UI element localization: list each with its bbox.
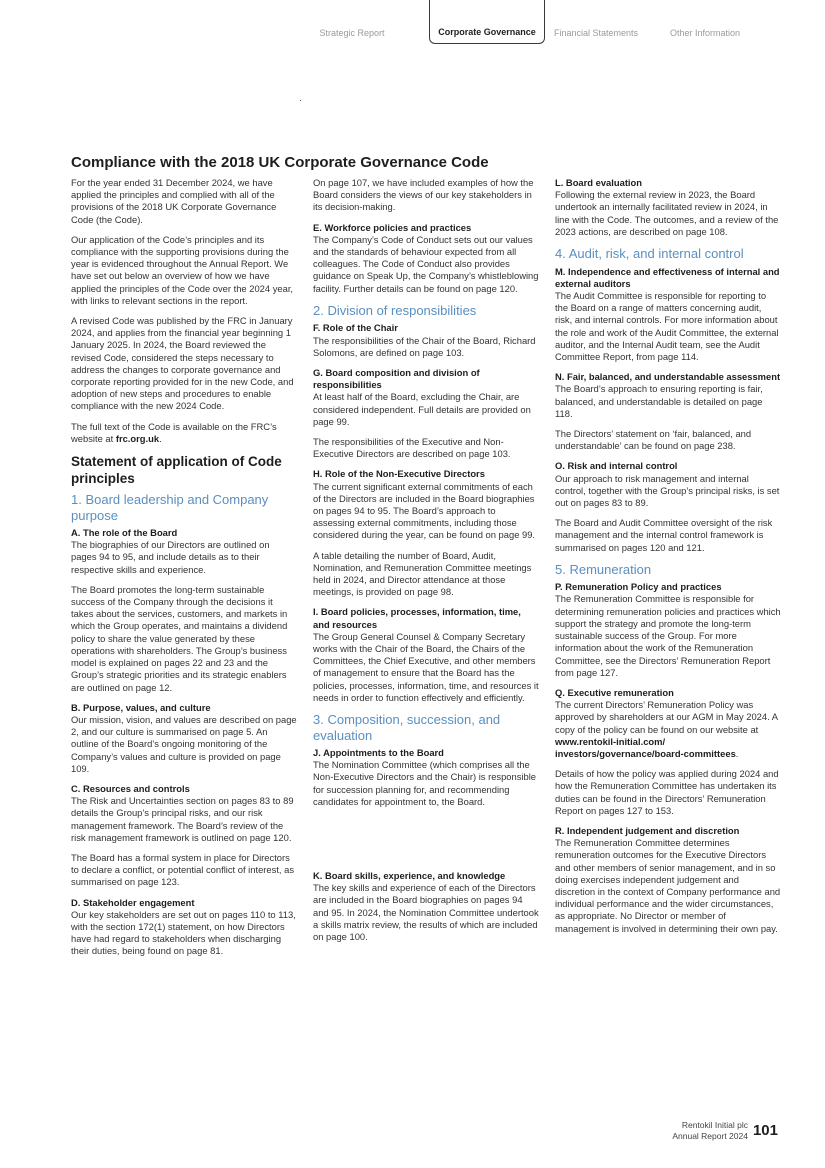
footer-company: Rentokil Initial plc xyxy=(681,1120,748,1130)
tab-corporate-governance[interactable]: Corporate Governance xyxy=(429,0,545,44)
section-heading-2: 2. Division of responsibilities xyxy=(313,302,477,318)
footer-text xyxy=(672,1120,748,1142)
paragraph-f1: The responsibilities of the Chair of the Board, Richard Solomons, are defined on page 103. xyxy=(313,334,536,358)
paragraph-g1: At least half of the Board, excluding the Chair, are considered independent. Full details are provided on page 99. xyxy=(313,391,531,427)
paragraph-b1: Our mission, vision, and values are described on page 2, and our culture is summarised on page 5. An outline of the Board’s ongoing monitoring of the Company’s values and culture is provided on page 109. xyxy=(71,713,297,774)
paragraph-a2: The Board promotes the long-term sustainable success of the Company through the decisions it takes about the services, customers, and markets in which the Group operates, and maintains a dividend policy to share the value generated by these operations with shareholders. The Group’s business model is explained on pages 22 and 23 and the Group’s strategic priorities and its strategic enablers are outlined on page 12. xyxy=(71,583,288,693)
subheading-i: I. Board policies, processes, information, time, and resources xyxy=(313,606,521,630)
column-gap xyxy=(313,816,539,870)
column-3 xyxy=(555,177,781,943)
paragraph-c2: The Board has a formal system in place for Directors to declare a conflict, or potential conflict of interest, as summarised on page 123. xyxy=(71,851,295,888)
paragraph-h1: The current significant external commitments of each of the Directors are included in the Board biographies on pages 94 to 95. The Board’s approach to assessing external commitments, including those considered during the year, can be found on page 99. xyxy=(313,480,536,541)
paragraph-q2: Details of how the policy was applied during 2024 and how the Remuneration Committee has undertaken its duties can be found in the Directors’ Remuneration Report on pages 127 to 153. xyxy=(555,768,779,816)
paragraph-p1: The Remuneration Committee is responsible for determining remuneration policies and practices which support the strategy and promote the long-term sustainable success of the Group. For more information about the work of the Remuneration Committee, see the Directors’ Remuneration Report from page 127. xyxy=(555,593,781,678)
paragraph-m1: The Audit Committee is responsible for reporting to the Board on a range of matters concerning audit, risk, and internal controls. For more information about the role and work of the Audit Committee, the external auditor, and the Internal Audit team, see the Audit Committee Report, from page 114. xyxy=(555,289,779,362)
paragraph-c1: The Risk and Uncertainties section on pages 83 to 89 details the Group’s principal risks, and our risk management framework. The Board’s review of the risk management framework is outlined on page 120. xyxy=(71,795,294,843)
subheading-d: D. Stakeholder engagement xyxy=(71,896,195,908)
paragraph-o1: Our approach to risk management and internal control, together with the Group’s principal risks, is set out on pages 83 to 89. xyxy=(555,472,780,508)
paragraph-g2: The responsibilities of the Executive and Non-Executive Directors are described on page 103. xyxy=(313,435,511,460)
subheading-m: M. Independence and effectiveness of internal and external auditors xyxy=(555,265,780,289)
paragraph-j1: The Nomination Committee (which comprises all the Non-Executive Directors and the Chair) is responsible for succession planning for, and recommending candidates for appointment to, the Board. xyxy=(313,759,537,807)
section-heading-4: 4. Audit, risk, and internal control xyxy=(555,246,744,262)
paragraph-e1: The Company’s Code of Conduct sets out our values and the standards of behaviour expected from all colleagues. The Code of Conduct also provides guidance on Speak Up, the Company’s whistleblowing facility. Further details can be found on page 120. xyxy=(313,233,539,294)
subheading-j: J. Appointments to the Board xyxy=(313,747,444,759)
paragraph-i1: The Group General Counsel & Company Secretary works with the Chair of the Board, the Chairs of the Committees, the Chief Executive, and other members of management to ensure that the Board has the policies, processes, information, time, and resources it needs in order to function effectively and efficiently. xyxy=(313,630,539,703)
code-text-suffix: . xyxy=(159,432,162,444)
code-text-prefix: The full text of the Code is available on the FRC’s website at xyxy=(71,420,277,444)
frc-link[interactable]: frc.org.uk xyxy=(115,432,160,444)
column-1 xyxy=(71,177,297,966)
subheading-c: C. Resources and controls xyxy=(71,782,190,794)
statement-heading: Statement of application of Code principles xyxy=(71,454,282,487)
subheading-h: H. Role of the Non-Executive Directors xyxy=(313,468,485,480)
tab-financial-statements[interactable]: Financial Statements xyxy=(553,28,639,38)
subheading-f: F. Role of the Chair xyxy=(313,322,398,334)
paragraph-d1: Our key stakeholders are set out on pages 110 to 113, with the section 172(1) statement, on how Directors have had regard to stakeholders when discharging their duties, being found on page 81. xyxy=(71,908,296,957)
intro-paragraph: For the year ended 31 December 2024, we have applied the principles and complied with all of the provisions of the 2018 UK Corporate Governance Code (the Code). xyxy=(71,177,277,225)
section-heading-5: 5. Remuneration xyxy=(555,561,652,577)
section-heading-3: 3. Composition, succession, and evaluation xyxy=(313,712,501,743)
tab-strategic-report[interactable]: Strategic Report xyxy=(319,28,385,38)
paragraph-o2: The Board and Audit Committee oversight of the risk management and the internal control framework is summarised on pages 120 and 121. xyxy=(555,517,773,553)
paragraph-h2: A table detailing the number of Board, Audit, Nomination, and Remuneration Committee meetings held in 2024, and Director attendance at those meetings, is provided on page 98. xyxy=(313,549,532,598)
subheading-r: R. Independent judgement and discretion xyxy=(555,824,740,836)
subheading-b: B. Purpose, values, and culture xyxy=(71,701,211,713)
subheading-n: N. Fair, balanced, and understandable assessment xyxy=(555,371,781,383)
paragraph-q1 xyxy=(555,699,781,760)
subheading-k: K. Board skills, experience, and knowledge xyxy=(313,870,506,882)
policy-text-suffix: . xyxy=(735,747,739,759)
subheading-e: E. Workforce policies and practices xyxy=(313,221,472,233)
section-heading-1: 1. Board leadership and Company purpose xyxy=(71,492,269,523)
page-number: 101 xyxy=(752,1122,778,1139)
board-committees-link[interactable]: www.rentokil-initial.com/ investors/governance/board-committees xyxy=(555,735,736,759)
page-footer xyxy=(672,1120,778,1142)
subheading-g: G. Board composition and division of responsibilities xyxy=(313,366,480,391)
subheading-q: Q. Executive remuneration xyxy=(555,686,674,698)
policy-text-prefix: The current Directors’ Remuneration Policy was approved by shareholders at our AGM in May 2024. A copy of the policy can be found on our website at xyxy=(555,699,778,735)
paragraph-n2: The Directors’ statement on ‘fair, balanced, and understandable’ can be found on page 238. xyxy=(555,427,752,452)
section-nav xyxy=(0,0,825,46)
paragraph-n1: The Board’s approach to ensuring reporting is fair, balanced, and understandable is detailed on page 118. xyxy=(555,383,763,419)
subheading-o: O. Risk and internal control xyxy=(555,460,678,472)
code-text-paragraph xyxy=(71,421,297,445)
subheading-p: P. Remuneration Policy and practices xyxy=(555,581,722,593)
subheading-l: L. Board evaluation xyxy=(555,177,642,188)
footer-report: Annual Report 2024 xyxy=(672,1131,748,1141)
column-2 xyxy=(313,177,539,951)
revised-code-paragraph: A revised Code was published by the FRC in January 2024, and applies from the financial year beginning 1 January 2025. In 2024, the Board reviewed the revised Code, considered the steps necessary to address the changes to corporate governance and corporate reporting provided for in the new Code, and adoption of new steps and procedures to enable compliance with the new 2024 Code. xyxy=(71,315,294,412)
application-paragraph: Our application of the Code’s principles and its compliance with the supporting provisions during the year is evidenced throughout the Annual Report. We have set out below an overview of how we have applied the principles of the Code over the 2024 year, with links to relevant sections in the report. xyxy=(71,233,294,306)
subheading-a: A. The role of the Board xyxy=(71,527,178,539)
paragraph-k1: The key skills and experience of each of the Directors are included in the Board biographies on pages 94 and 95. In 2024, the Nomination Committee undertook a skills matrix review, the results of which are included on page 100. xyxy=(313,882,539,943)
page-title: Compliance with the 2018 UK Corporate Governance Code xyxy=(71,154,489,171)
stakeholder-views-paragraph: On page 107, we have included examples of how the Board considers the views of our key stakeholders in its decision-making. xyxy=(313,177,534,213)
paragraph-r1: The Remuneration Committee determines remuneration outcomes for the Executive Directors and other members of senior management, and in so doing exercises independent judgement and discretion in the context of Company performance and individual performance and the wider circumstances, as appropriate. No Director or member of management is involved in determining their own pay. xyxy=(555,837,781,934)
paragraph-a1: The biographies of our Directors are outlined on pages 94 to 95, and include details as to their respective skills and experience. xyxy=(71,539,270,575)
paragraph-l1: Following the external review in 2023, the Board undertook an internally facilitated review in 2024, in line with the Code. The outcomes, and a review of the 2023 actions, are described on page 108. xyxy=(555,189,779,237)
stray-dot xyxy=(300,100,301,101)
tab-other-information[interactable]: Other Information xyxy=(669,28,741,38)
